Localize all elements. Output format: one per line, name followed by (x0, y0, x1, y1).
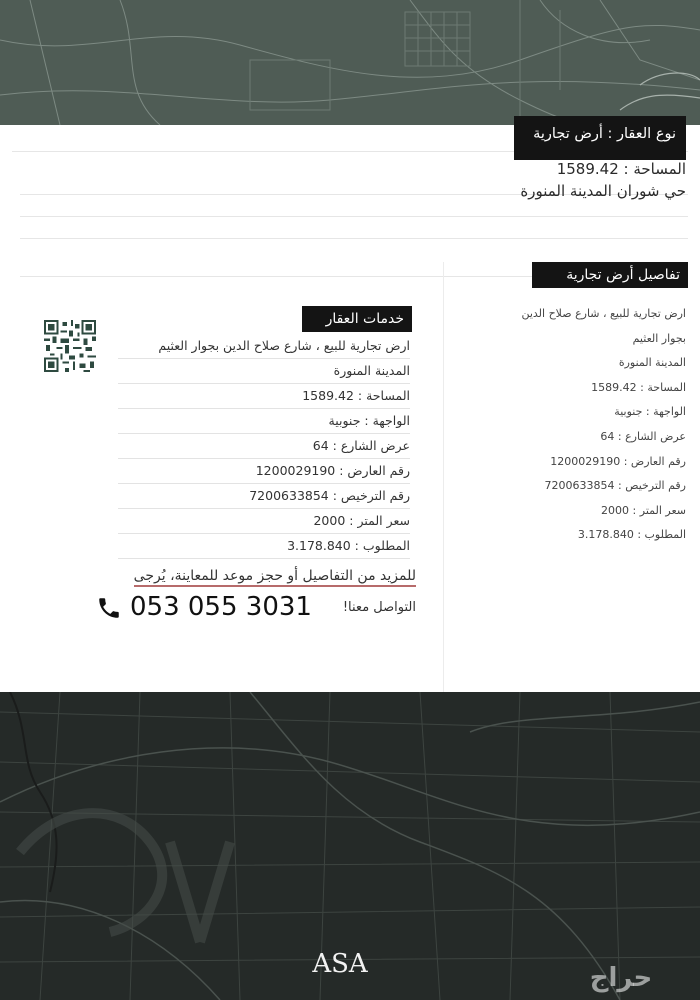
column-divider (443, 262, 444, 692)
list-item: المدينة المنورة (118, 359, 410, 384)
details-title: تفاصيل أرض تجارية (532, 262, 688, 288)
haraj-watermark: حراج (589, 963, 653, 993)
list-item: سعر المتر : 2000 (118, 509, 410, 534)
property-type-label: نوع العقار : أرض تجارية (514, 116, 686, 160)
list-item: عرض الشارع : 64 (118, 434, 410, 459)
contact-cta-line2: التواصل معنا! (342, 600, 416, 615)
list-item: رقم الترخيص : 7200633854 (118, 484, 410, 509)
list-item: المساحة : 1589.42 (118, 384, 410, 409)
top-map-banner (0, 0, 700, 125)
logo-text: ASA (312, 949, 368, 979)
list-item: بجوار العثيم (632, 331, 686, 345)
contact-cta-line1: للمزيد من التفاصيل أو حجز موعد للمعاينة، يُرجى (134, 568, 416, 587)
list-item: عرض الشارع : 64 (600, 429, 686, 443)
list-item: المدينة المنورة (618, 356, 686, 370)
asa-logo-icon (312, 940, 368, 980)
phone-icon (96, 595, 122, 621)
qr-code-icon (44, 320, 96, 372)
list-item: رقم العارض : 1200029190 (550, 454, 686, 468)
list-item: رقم العارض : 1200029190 (118, 459, 410, 484)
list-item: ارض تجارية للبيع ، شارع صلاح الدين بجوار العثيم (118, 334, 410, 359)
list-item: المطلوب : 3.178.840 (118, 534, 410, 559)
list-item: رقم الترخيص : 7200633854 (544, 479, 686, 493)
separator-line (20, 216, 688, 217)
area-line: المساحة : 1589.42 (556, 160, 686, 178)
list-item: ارض تجارية للبيع ، شارع صلاح الدين (521, 307, 686, 320)
details-list (462, 302, 686, 548)
list-item: الواجهة : جنوبية (614, 405, 686, 419)
top-map-graphic (0, 0, 700, 125)
separator-line (20, 238, 688, 239)
list-item: المطلوب : 3.178.840 (577, 528, 686, 542)
list-item: سعر المتر : 2000 (601, 503, 686, 517)
list-item: الواجهة : جنوبية (118, 409, 410, 434)
services-list (118, 334, 410, 559)
list-item: المساحة : 1589.42 (591, 380, 686, 394)
services-title: خدمات العقار (302, 306, 412, 332)
location-line: حي شوران المدينة المنورة (520, 182, 686, 200)
phone-number[interactable]: 053 055 3031 (130, 592, 312, 622)
